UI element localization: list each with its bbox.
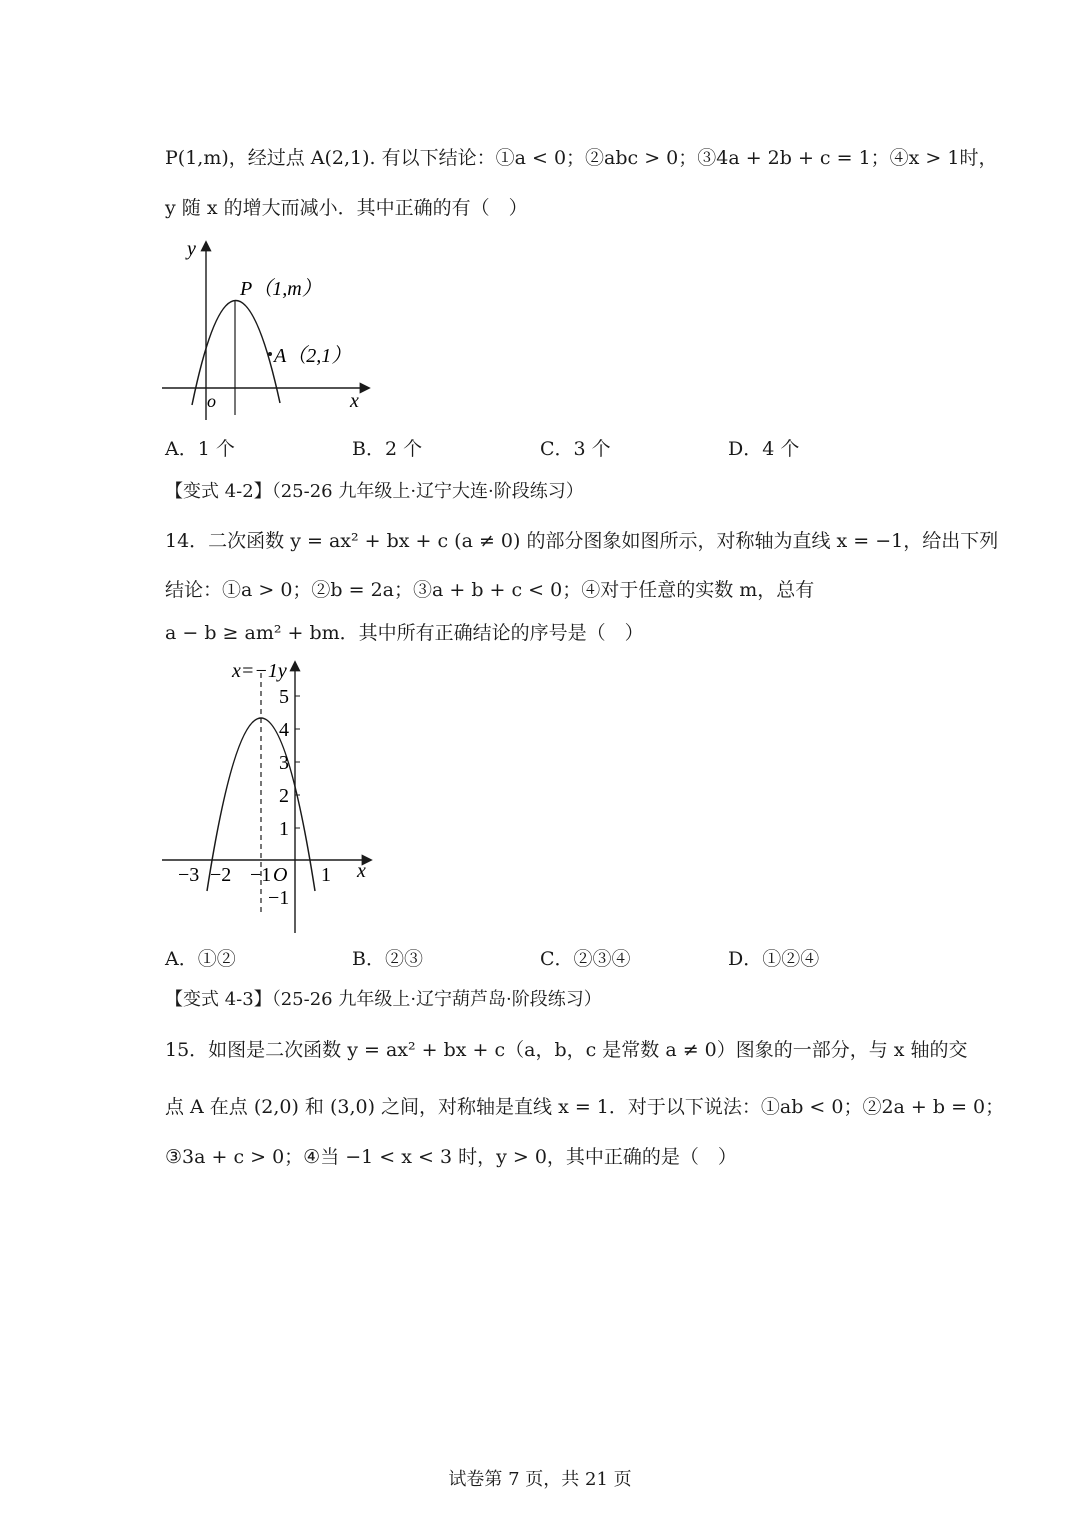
q14-y-tick-3: 3 <box>279 752 289 774</box>
q14-y-tick-4: 4 <box>279 719 289 741</box>
q14-x-tick-neg2: −2 <box>210 864 232 886</box>
q14-text-line-3: a − b ≥ am² + bm．其中所有正确结论的序号是（ ） <box>165 622 644 644</box>
q13-choice-c[interactable]: C．3 个 <box>540 438 611 460</box>
q13-choice-a[interactable]: A．1 个 <box>165 438 235 460</box>
q14-text-line-1: 14．二次函数 y = ax² + bx + c (a ≠ 0) 的部分图象如图所示，对称轴为直线 x = −1，给出下列 <box>165 530 999 552</box>
q14-y-tick-5: 5 <box>279 686 289 708</box>
q14-text-line-2: 结论：①a > 0；②b = 2a；③a + b + c < 0；④对于任意的实数 m，总有 <box>165 579 815 601</box>
q14-choice-b[interactable]: B．②③ <box>352 948 423 970</box>
q13-label-P: P（1,m） <box>240 278 322 300</box>
q13-text-line-2: y 随 x 的增大而减小．其中正确的有（ ） <box>165 197 528 219</box>
q14-x-tick-1: 1 <box>321 864 331 886</box>
q15-text-line-3: ③3a + c > 0；④当 −1 < x < 3 时，y > 0，其中正确的是（ ） <box>165 1146 737 1168</box>
q13-x-label: x <box>350 390 359 412</box>
q14-y-tick-neg1: −1 <box>268 887 290 909</box>
q13-label-A: A（2,1） <box>274 345 352 367</box>
q14-x-label: x <box>357 860 366 882</box>
q13-origin-label: o <box>207 391 216 411</box>
q13-parabola-curve <box>192 300 280 405</box>
q14-y-tick-1: 1 <box>279 818 289 840</box>
q14-parabola-figure <box>160 655 385 940</box>
q14-origin-label: O <box>273 864 288 886</box>
q13-choice-b[interactable]: B．2 个 <box>352 438 423 460</box>
variant-4-3-tag: 【变式 4-3】（25-26 九年级上·辽宁葫芦岛·阶段练习） <box>165 989 602 1010</box>
q15-text-line-1: 15．如图是二次函数 y = ax² + bx + c（a，b，c 是常数 a ≠ 0）图象的一部分，与 x 轴的交 <box>165 1039 968 1061</box>
page-footer: 试卷第 7 页，共 21 页 <box>448 1469 632 1490</box>
q14-x-tick-neg1: −1 <box>250 864 272 886</box>
q13-parabola-figure <box>160 235 380 425</box>
q13-choice-d[interactable]: D．4 个 <box>728 438 800 460</box>
q13-y-label: y <box>187 238 196 260</box>
q15-text-line-2: 点 A 在点 (2,0) 和 (3,0) 之间，对称轴是直线 x = 1．对于以下说法：①ab < 0；②2a + b = 0； <box>165 1096 1005 1118</box>
q14-x-tick-neg3: −3 <box>178 864 200 886</box>
q14-axis-label: x=−1y <box>232 660 287 682</box>
variant-4-2-tag: 【变式 4-2】（25-26 九年级上·辽宁大连·阶段练习） <box>165 481 584 502</box>
q13-text-line-1: P(1,m)，经过点 A(2,1). 有以下结论：①a < 0；②abc > 0；③4a + 2b + c = 1；④x > 1时， <box>165 147 998 169</box>
q14-choice-a[interactable]: A．①② <box>165 948 236 970</box>
q14-y-tick-2: 2 <box>279 785 289 807</box>
q13-point-A <box>268 352 272 356</box>
q14-choice-c[interactable]: C．②③④ <box>540 948 631 970</box>
q14-choice-d[interactable]: D．①②④ <box>728 948 820 970</box>
